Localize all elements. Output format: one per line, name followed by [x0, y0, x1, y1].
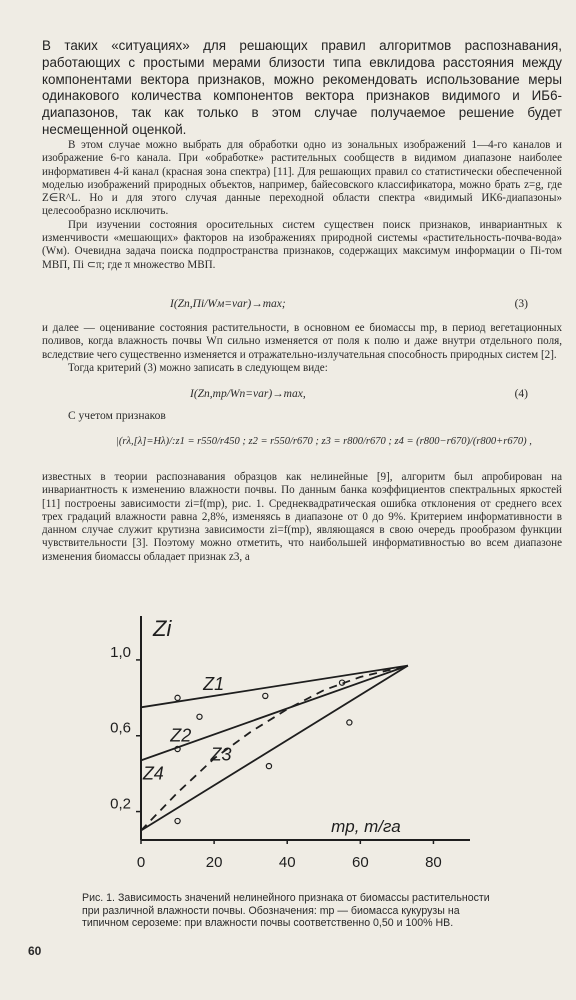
- x-axis-label: mр, т/га: [331, 817, 401, 836]
- paragraph-1: В этом случае можно выбрать для обработки одно из зональных изображений 1—4-го каналов и изображение 6-го канала. При «обработке» растительных сообществ в видимом диапазоне наиболее информативен 4-й канал (красная зона спектра) [11]. Для решающих правил со статистически обеспеченной моделью изображений природных объектов, например, байесовского классификатора, можно брать z=g, где Z∈R^L. Но и для этого случая данные переходной области спектра «видимый ИК6-диапазоны» целесообразно исключить.: [42, 139, 562, 218]
- series-label-z4: Z4: [142, 763, 164, 784]
- x-tick-label: 20: [205, 854, 223, 871]
- page-number: 60: [28, 944, 42, 958]
- equation-number-4: (4): [514, 388, 528, 400]
- x-tick-label: 60: [351, 854, 369, 871]
- series-label-z2: Z2: [170, 725, 192, 746]
- y-tick-label: 1,0: [110, 643, 131, 661]
- x-tick-label: 40: [278, 854, 296, 871]
- x-tick-label: 80: [425, 854, 442, 871]
- equation-number-3: (3): [514, 298, 528, 310]
- paragraph-2: При изучении состояния оросительных систем существен поиск признаков, инвариантных к изменчивости «мешающих» факторов на изображениях природной системы «растительность-почва-вода» (Wм). Очевидна задача поиска подпространства признаков, содержащих максимум информации о Πi-том МВП, Πi ⊂π; где π множество МВП.: [42, 218, 562, 271]
- data-point: [266, 763, 271, 768]
- formula-features: |(rλ,[λ]=Hλ)/:z1 = r550/r450 ; z2 = r550/r670 ; z3 = r800/r670 ; z4 = (r800−r670)/(r800+r670) ,: [116, 436, 532, 447]
- x-tick-label: 0: [136, 854, 146, 871]
- paragraph-4: Тогда критерий (3) можно записать в следующем виде:: [68, 361, 328, 374]
- lead-paragraph: В таких «ситуациях» для решающих правил алгоритмов распознавания, работающих с простыми мерами близости типа евклидова расстояния между компонентами вектора признаков, можно рекомендовать использование меры одинакового количества компонентов вектора признаков видимого и ИБ6-диапазонов, так как только в этом случае получаемое решение будет несмещенной оценкой.: [42, 38, 562, 137]
- series-label-z1: Z1: [203, 674, 225, 695]
- data-point: [175, 695, 180, 700]
- formula-3: I(Zп,Πi/Wм=var)→max;: [170, 298, 286, 310]
- paragraph-3: и далее — оценивание состояния растительности, в основном ее биомассы mр, в период вегетационных поливов, когда влажность почвы Wп сильно изменяется от поля к полю и даже внутри отдельного поля, вследствие чего существенно изменяется и отражательно-излучательная способность природных систем [2].: [42, 322, 562, 361]
- series-line-z4: [141, 666, 408, 831]
- formula-4: I(Zп,mр/Wп=var)→max,: [190, 388, 306, 400]
- figure-caption: Рис. 1. Зависимость значений нелинейного признака от биомассы растительности при различной влажности почвы. Обозначения: mр — биомасса кукурузы на типичном сероземе: при влажности почвы соответственно 0,50 и 100% НВ.: [82, 892, 490, 930]
- data-point: [197, 714, 202, 719]
- y-tick-label: 0,6: [110, 719, 131, 737]
- y-axis-label: Zi: [153, 616, 172, 641]
- series-label-z3: Z3: [210, 744, 232, 765]
- data-point: [347, 720, 352, 725]
- y-tick-label: 0,2: [110, 795, 131, 813]
- paragraph-5: С учетом признаков: [68, 410, 166, 422]
- data-point: [175, 818, 180, 823]
- data-point: [263, 693, 268, 698]
- series-line-z2: [141, 666, 408, 761]
- paragraph-6: известных в теории распознавания образцов как нелинейные [9], алгоритм был апробирован на инвариантность к изменению влажности почвы. По данным банка коэффициентов спектральных яркостей [11] построены зависимости zi=f(mр), рис. 1. Среднеквадратическая ошибка отклонения от среднего всех трех градаций влажности равна 2,8%, изменяясь в диапазоне от 0 до 9%. Критерием информативности в данном случае служит крутизна зависимости zi=f(mр), являющаяся в свою очередь прообразом функции чувствительности [3]. Поэтому можно отметить, что наибольшей информативностью во всем диапазоне изменения биомассы обладает признак z3, а: [42, 471, 562, 563]
- series-line-z1: [141, 666, 408, 708]
